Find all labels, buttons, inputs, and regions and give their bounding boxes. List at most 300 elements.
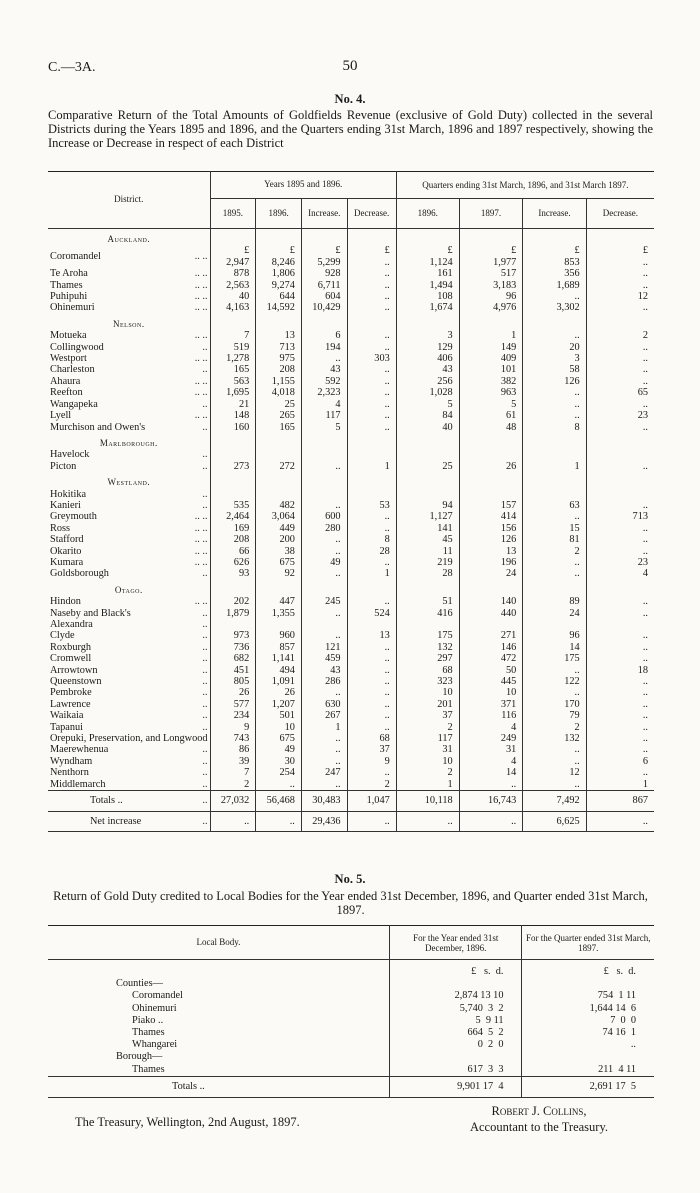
group-quarters: Quarters ending 31st March, 1896, and 31st March 1897. <box>396 172 654 199</box>
table-row <box>48 461 654 472</box>
empty-cell <box>256 580 302 596</box>
value-cell: .. <box>586 376 654 387</box>
value-cell: 3 <box>523 353 586 364</box>
value-cell: 13 <box>347 630 396 641</box>
section-title: Marlborough. <box>99 437 158 448</box>
value-cell: 713 <box>586 511 654 522</box>
value-cell: 79 <box>523 710 586 721</box>
value-cell: .. <box>347 767 396 778</box>
leader-dots: .. .. <box>194 534 208 546</box>
table-row <box>48 342 654 353</box>
table-row <box>48 557 654 568</box>
value-cell <box>396 449 459 460</box>
value-cell: 40 <box>210 291 256 302</box>
value-cell: 303 <box>347 353 396 364</box>
signatory-title: Accountant to the Treasury. <box>469 1120 609 1134</box>
value-cell: 286 <box>301 676 347 687</box>
leader-dots: .. <box>202 755 208 767</box>
value-cell: .. <box>301 546 347 557</box>
value-cell: .. <box>523 665 586 676</box>
district-name: Hokitika <box>50 488 87 500</box>
value-cell: .. <box>301 733 347 744</box>
group-years: Years 1895 and 1896. <box>210 172 396 199</box>
value-cell: 1 <box>459 330 523 341</box>
table-row <box>48 376 654 387</box>
value-cell: .. <box>586 500 654 511</box>
value-cell <box>459 449 523 460</box>
value-cell: £ 853 <box>523 245 586 268</box>
leader-dots: .. <box>202 664 208 676</box>
table5-number: No. 5. <box>334 872 366 886</box>
empty-cell <box>210 229 256 246</box>
district-name: Lyell <box>50 410 72 422</box>
subcol-header: 1896. <box>396 199 459 229</box>
empty-cell <box>586 229 654 246</box>
value-cell: 494 <box>256 665 302 676</box>
value-cell: .. <box>523 291 586 302</box>
value-cell: 66 <box>210 546 256 557</box>
value-cell: .. <box>347 511 396 522</box>
empty-cell <box>396 433 459 449</box>
leader-dots: .. <box>202 449 208 461</box>
value-cell: 1 <box>301 722 347 733</box>
value-cell: 81 <box>523 534 586 545</box>
value-cell: .. <box>586 811 654 831</box>
empty-cell <box>586 314 654 330</box>
value-cell: .. <box>586 687 654 698</box>
value-cell: 117 <box>301 410 347 421</box>
value-cell: 1,806 <box>256 268 302 279</box>
district-name: Roxburgh <box>50 641 92 653</box>
value-cell: .. <box>586 767 654 778</box>
district-name: Westport <box>50 353 87 365</box>
value-cell: 175 <box>523 653 586 664</box>
value-cell: 5 <box>301 422 347 433</box>
col-local-body: Local Body. <box>196 937 241 948</box>
table-row <box>48 511 654 522</box>
page-number: 50 <box>342 58 358 74</box>
value-cell: 4 <box>459 756 523 767</box>
value-cell: 8 <box>523 422 586 433</box>
value-cell: .. <box>256 779 302 791</box>
section-title: Westland. <box>107 477 151 488</box>
value-cell: .. <box>586 523 654 534</box>
col-district: District. <box>48 172 210 229</box>
value-cell: 93 <box>210 568 256 579</box>
value-cell: 10 <box>396 687 459 698</box>
value-cell: .. <box>586 422 654 433</box>
leader-dots: .. <box>202 630 208 642</box>
value-cell: 63 <box>523 500 586 511</box>
local-body-name: Thames <box>132 1063 165 1075</box>
value-cell <box>459 619 523 630</box>
value-cell: 928 <box>301 268 347 279</box>
section-header-row <box>48 314 654 330</box>
district-name: Greymouth <box>50 511 97 523</box>
amount-cell: 0 2 0 <box>389 1039 522 1051</box>
value-cell: .. <box>347 523 396 534</box>
value-cell: 157 <box>459 500 523 511</box>
local-body-name: Borough— <box>116 1051 163 1063</box>
value-cell <box>210 619 256 630</box>
district-name: Collingwood <box>50 341 104 353</box>
value-cell: 27,032 <box>210 791 256 811</box>
amount-cell: 2,691 17 5 <box>522 1076 654 1097</box>
empty-cell <box>347 472 396 488</box>
district-name: Ohinemuri <box>50 302 95 314</box>
value-cell: 1,091 <box>256 676 302 687</box>
value-cell: 14 <box>459 767 523 778</box>
value-cell: 129 <box>396 342 459 353</box>
value-cell: 1,278 <box>210 353 256 364</box>
value-cell: 14,592 <box>256 302 302 313</box>
value-cell: 1,047 <box>347 791 396 811</box>
value-cell: .. <box>523 330 586 341</box>
leader-dots: .. .. <box>194 268 208 280</box>
value-cell: 40 <box>396 422 459 433</box>
value-cell: .. <box>347 399 396 410</box>
leader-dots: .. <box>202 499 208 511</box>
subcol-header: Decrease. <box>586 199 654 229</box>
value-cell: .. <box>301 534 347 545</box>
value-cell <box>301 619 347 630</box>
value-cell: 12 <box>523 767 586 778</box>
value-cell <box>301 449 347 460</box>
leader-dots: .. <box>202 676 208 688</box>
leader-dots: .. <box>202 815 208 827</box>
empty-cell <box>210 433 256 449</box>
value-cell: .. <box>523 511 586 522</box>
value-cell: .. <box>347 722 396 733</box>
value-cell: £ 8,246 <box>256 245 302 268</box>
value-cell: 1,207 <box>256 699 302 710</box>
value-cell: 200 <box>256 534 302 545</box>
value-cell: .. <box>347 653 396 664</box>
value-cell: 165 <box>256 422 302 433</box>
leader-dots: .. .. <box>194 302 208 314</box>
value-cell: .. <box>523 756 586 767</box>
value-cell <box>301 489 347 500</box>
value-cell: 409 <box>459 353 523 364</box>
value-cell: 1 <box>347 461 396 472</box>
value-cell: .. <box>586 710 654 721</box>
value-cell: 51 <box>396 596 459 607</box>
value-cell: 280 <box>301 523 347 534</box>
value-cell: 535 <box>210 500 256 511</box>
value-cell: 1,695 <box>210 387 256 398</box>
value-cell <box>396 489 459 500</box>
value-cell: 382 <box>459 376 523 387</box>
value-cell: 406 <box>396 353 459 364</box>
value-cell: 194 <box>301 342 347 353</box>
value-cell: 245 <box>301 596 347 607</box>
value-cell: 208 <box>210 534 256 545</box>
value-cell: 1,674 <box>396 302 459 313</box>
value-cell: 31 <box>459 744 523 755</box>
amount-cell <box>389 978 522 990</box>
table-row <box>48 523 654 534</box>
value-cell: 867 <box>586 791 654 811</box>
empty-cell <box>523 580 586 596</box>
value-cell: 440 <box>459 608 523 619</box>
treasury-place-date: The Treasury, Wellington, 2nd August, 1897. <box>75 1115 300 1129</box>
leader-dots: .. <box>202 341 208 353</box>
value-cell: 960 <box>256 630 302 641</box>
district-name: Stafford <box>50 534 84 546</box>
amount-cell: 664 5 2 <box>389 1027 522 1039</box>
value-cell: 2 <box>586 330 654 341</box>
value-cell: 146 <box>459 642 523 653</box>
empty-cell <box>523 229 586 246</box>
value-cell: 28 <box>347 546 396 557</box>
value-cell: 23 <box>586 410 654 421</box>
totals-row <box>48 1076 654 1097</box>
value-cell: 517 <box>459 268 523 279</box>
value-cell: .. <box>523 744 586 755</box>
value-cell: 16,743 <box>459 791 523 811</box>
value-cell: 356 <box>523 268 586 279</box>
district-name: Net increase <box>90 815 142 827</box>
value-cell: .. <box>586 653 654 664</box>
table-row <box>48 676 654 687</box>
value-cell <box>396 619 459 630</box>
value-cell: .. <box>523 779 586 791</box>
value-cell: 3,064 <box>256 511 302 522</box>
empty-cell <box>301 580 347 596</box>
value-cell: .. <box>586 268 654 279</box>
value-cell: .. <box>347 268 396 279</box>
col-quarter: For the Quarter ended 31st March, 1897. <box>522 926 654 960</box>
value-cell: 447 <box>256 596 302 607</box>
leader-dots: .. <box>202 721 208 733</box>
leader-dots: .. <box>202 744 208 756</box>
value-cell: 89 <box>523 596 586 607</box>
value-cell: 878 <box>210 268 256 279</box>
district-name: Alexandra <box>50 619 93 630</box>
section-header-row <box>48 433 654 449</box>
table-row <box>48 687 654 698</box>
table-row <box>48 353 654 364</box>
district-name: Naseby and Black's <box>50 607 131 619</box>
value-cell: £ .. <box>586 245 654 268</box>
value-cell: 8 <box>347 534 396 545</box>
value-cell: 563 <box>210 376 256 387</box>
empty-cell <box>586 580 654 596</box>
value-cell: .. <box>586 546 654 557</box>
value-cell: 675 <box>256 557 302 568</box>
value-cell: 58 <box>523 364 586 375</box>
value-cell: .. <box>523 568 586 579</box>
value-cell: 297 <box>396 653 459 664</box>
value-cell: 1,879 <box>210 608 256 619</box>
leader-dots: .. <box>202 641 208 653</box>
value-cell: 2,563 <box>210 280 256 291</box>
value-cell: .. <box>586 722 654 733</box>
value-cell <box>586 449 654 460</box>
value-cell: 323 <box>396 676 459 687</box>
value-cell: .. <box>347 410 396 421</box>
value-cell: .. <box>347 330 396 341</box>
value-cell: 3,302 <box>523 302 586 313</box>
amount-cell <box>522 1051 654 1063</box>
value-cell: 10 <box>256 722 302 733</box>
value-cell: 2,323 <box>301 387 347 398</box>
value-cell: 4,018 <box>256 387 302 398</box>
value-cell <box>210 449 256 460</box>
leader-dots: .. <box>202 698 208 710</box>
leader-dots: .. .. <box>194 545 208 557</box>
empty-cell <box>523 433 586 449</box>
value-cell: 13 <box>459 546 523 557</box>
table-row <box>48 596 654 607</box>
value-cell: 61 <box>459 410 523 421</box>
value-cell: 49 <box>301 557 347 568</box>
local-body-name: Thames <box>132 1027 165 1039</box>
value-cell: 122 <box>523 676 586 687</box>
section-title: Auckland. <box>107 234 151 244</box>
value-cell: 65 <box>586 387 654 398</box>
local-body-name: Coromandel <box>132 990 183 1002</box>
value-cell <box>586 489 654 500</box>
district-name: Lawrence <box>50 698 91 710</box>
table-row <box>48 449 654 460</box>
empty-cell <box>396 580 459 596</box>
value-cell: 10,429 <box>301 302 347 313</box>
district-name: Nenthorn <box>50 767 89 779</box>
value-cell: 20 <box>523 342 586 353</box>
leader-dots: .. <box>202 488 208 500</box>
amount-cell: £ s. d. <box>522 960 654 979</box>
value-cell: .. <box>301 756 347 767</box>
leader-dots: .. .. <box>194 291 208 303</box>
value-cell: .. <box>347 687 396 698</box>
value-cell: 256 <box>396 376 459 387</box>
value-cell: 132 <box>523 733 586 744</box>
district-name: Goldsborough <box>50 568 109 580</box>
goldfields-revenue-table <box>48 171 654 832</box>
table-row <box>48 722 654 733</box>
value-cell: £ 1,124 <box>396 245 459 268</box>
value-cell: .. <box>210 811 256 831</box>
value-cell: 2 <box>396 722 459 733</box>
value-cell: 234 <box>210 710 256 721</box>
value-cell: .. <box>347 811 396 831</box>
value-cell: 3 <box>396 330 459 341</box>
table-row <box>48 779 654 791</box>
value-cell: 501 <box>256 710 302 721</box>
value-cell: 626 <box>210 557 256 568</box>
empty-cell <box>210 314 256 330</box>
value-cell: 126 <box>523 376 586 387</box>
value-cell: 175 <box>396 630 459 641</box>
value-cell: £ 2,947 <box>210 245 256 268</box>
local-body-name: Ohinemuri <box>132 1002 177 1014</box>
subcol-header: 1897. <box>459 199 523 229</box>
value-cell: .. <box>301 461 347 472</box>
value-cell: 805 <box>210 676 256 687</box>
value-cell: 121 <box>301 642 347 653</box>
value-cell: 7,492 <box>523 791 586 811</box>
table-row <box>48 568 654 579</box>
value-cell <box>347 489 396 500</box>
value-cell: .. <box>347 557 396 568</box>
value-cell: 165 <box>210 364 256 375</box>
value-cell: .. <box>347 387 396 398</box>
table-row <box>48 630 654 641</box>
value-cell: 38 <box>256 546 302 557</box>
value-cell: 472 <box>459 653 523 664</box>
empty-cell <box>210 580 256 596</box>
district-name: Clyde <box>50 630 75 642</box>
value-cell: 68 <box>396 665 459 676</box>
empty-cell <box>523 314 586 330</box>
value-cell: 743 <box>210 733 256 744</box>
value-cell: .. <box>301 500 347 511</box>
empty-cell <box>347 433 396 449</box>
table-row <box>48 534 654 545</box>
amount-cell: 5 9 11 <box>389 1015 522 1027</box>
value-cell: .. <box>459 779 523 791</box>
value-cell: 23 <box>586 557 654 568</box>
table5-caption: Return of Gold Duty credited to Local Bodies for the Year ended 31st December, 1896, and Quarter ended 31st March, 1897. <box>53 889 648 917</box>
empty-cell <box>347 580 396 596</box>
value-cell: 2 <box>523 546 586 557</box>
value-cell: 1 <box>396 779 459 791</box>
value-cell: .. <box>347 642 396 653</box>
value-cell: 249 <box>459 733 523 744</box>
value-cell: 4,976 <box>459 302 523 313</box>
value-cell: .. <box>586 461 654 472</box>
table4-caption: Comparative Return of the Total Amounts of Goldfields Revenue (exclusive of Gold Duty) collected in the several Districts during the Years 1895 and 1896, and the Quarters ending 31st March, 1896 and 1897 respectively, showing the Increase or Decrease in respect of each District <box>48 108 653 150</box>
value-cell: 50 <box>459 665 523 676</box>
value-cell: 736 <box>210 642 256 653</box>
district-name: Cromwell <box>50 653 92 665</box>
group-label-row <box>48 978 654 990</box>
value-cell: 11 <box>396 546 459 557</box>
value-cell: 43 <box>396 364 459 375</box>
leader-dots: .. <box>202 795 208 807</box>
value-cell: 10,118 <box>396 791 459 811</box>
value-cell: 3,183 <box>459 280 523 291</box>
empty-cell <box>256 314 302 330</box>
value-cell: 208 <box>256 364 302 375</box>
subcol-header: Increase. <box>301 199 347 229</box>
value-cell: 24 <box>459 568 523 579</box>
district-name: Wangapeka <box>50 398 98 410</box>
district-name: Middlemarch <box>50 778 106 790</box>
value-cell: 30 <box>256 756 302 767</box>
table-row <box>48 1015 654 1027</box>
value-cell: .. <box>347 376 396 387</box>
local-body-name: Counties— <box>116 978 163 990</box>
value-cell <box>459 489 523 500</box>
value-cell: 4 <box>586 568 654 579</box>
district-name: Orepuki, Preservation, and Longwood <box>50 733 208 745</box>
leader-dots: .. .. <box>194 556 208 568</box>
value-cell: 84 <box>396 410 459 421</box>
table-row <box>48 642 654 653</box>
value-cell: 149 <box>459 342 523 353</box>
value-cell: 2 <box>396 767 459 778</box>
value-cell: 2 <box>523 722 586 733</box>
value-cell: 5 <box>459 399 523 410</box>
value-cell: .. <box>301 779 347 791</box>
leader-dots: .. <box>202 607 208 619</box>
value-cell: 247 <box>301 767 347 778</box>
amount-cell: 1,644 14 6 <box>522 1003 654 1015</box>
table-row <box>48 1039 654 1051</box>
col-year: For the Year ended 31st December, 1896. <box>389 926 522 960</box>
